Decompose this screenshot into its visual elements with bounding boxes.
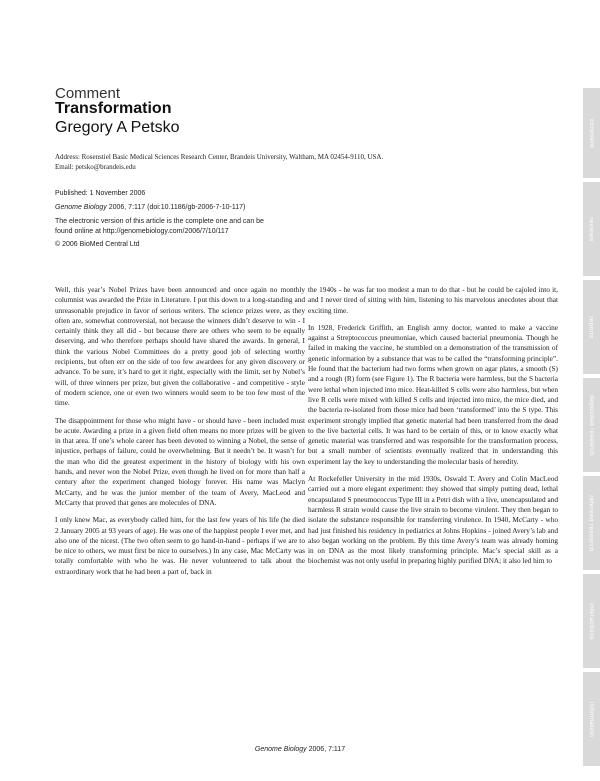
side-tab-reports[interactable] — [583, 280, 600, 374]
body-column-left — [55, 285, 305, 584]
side-tab-comment[interactable] — [583, 88, 600, 178]
page-footer — [0, 746, 600, 753]
section-label: Comment — [55, 85, 121, 102]
paragraph: Well, this year’s Nobel Prizes have been announced and once again no monthly columnist was awarded the Prize in Literature. I put this down to a long-standing and unreasonable prejudice in favor of serious writers. The science prizes were, as they often are, somewhat controversial, not because the winners didn’t deserve to win - I certainly think they all did - but because there are others who seem to be equally deserving, and who therefore perhaps should have shared the awards. In general, I think the various Nobel Committees do a pretty good job of selecting worthy recipients, but often err on the side of too few awardees for any given discovery or advance. To be sure, it’s hard to get it right, especially with the limit, set by Nobel’s will, of three winners per prize, but given the collaborative - and competitive - style of modern science, one or even two winners would seem to be too few most of the time. — [55, 285, 305, 408]
side-tab-label: interactions — [588, 602, 595, 640]
citation-journal: Genome Biology — [55, 204, 107, 211]
paragraph: I only knew Mac, as everybody called him, for the last few years of his life (he died 2 January 2005 at 93 years of age). He was one of the happiest people I ever met, and also one of the nicest. (The two often seem to go hand-in-hand - perhaps if we are to be nice to others, we must first be nice to ourselves.) In any case, Mac McCarty was totally comfortable with who he was. He never volunteered to talk about the extraordinary work that he had been a part of, back in — [55, 515, 305, 576]
side-tab-label: reviews — [588, 216, 596, 242]
paragraph: The disappointment for those who might have - or should have - been included must be acute. Awarding a prize in a given field often means no more prizes will be given in that area. If one’s whole career has been devoted to winning a Nobel, the sense of injustice, perhaps of failure, could be overwhelming. But it needn’t be. It wasn’t for the man who did the greatest experiment in the history of biology with his own hands, and never won the Nobel Prize, even though he lived on for more than half a century after the experiment changed biology forever. His name was Maclyn McCarty, and he was the junior member of the team of Avery, MacLeod and McCarty that proved that genes are molecules of DNA. — [55, 415, 305, 507]
paragraph: In 1928, Frederick Griffith, an English army doctor, wanted to make a vaccine against a Streptococcus pneumoniae, which caused bacterial pneumonia. Though he failed in making the vaccine, he stumbled on a demonstration of the transmission of genetic information by a substance that was to be called the “transforming principle”. He found that the bacterium had two forms when grown on agar plates, a smooth (S) and a rough (R) form (see Figure 1). The R bacteria were harmless, but the S bacteria were lethal when injected into mice. Heat-killed S cells were also harmless, but when live R cells were mixed with killed S cells and injected into mice, the mice died, and the bacteria re-isolated from those mice had been ‘transformed’ into the S type. This experiment strongly implied that genetic material had been transferred from the dead to the live bacterial cells. It was hard to be certain of this, or to know exactly what genetic material was transferred and was responsible for the transformation process, but a small number of scientists eventually realized that in understanding this experiment lay the key to understanding the molecular basis of heredity. — [308, 322, 558, 466]
paragraph: the 1940s - he was far too modest a man to do that - but he could be cajoled into it, and I never tired of sitting with him, listening to his marvelous anecdotes about that exciting time. — [308, 285, 558, 315]
author-address: Address: Rosenstiel Basic Medical Sciences Research Center, Brandeis University, Waltham, MA 02454-9110, USA. — [55, 153, 384, 161]
body-column-right — [308, 285, 558, 574]
footer-citation: 2006, 7:117 — [308, 746, 346, 753]
side-tab-refereed-research[interactable] — [583, 476, 600, 570]
side-tab-information[interactable] — [583, 672, 600, 766]
side-tab-label: information — [588, 701, 595, 737]
citation-details: 2006, 7:117 (doi:10.1186/gb-2006-7-10-117) — [108, 204, 246, 211]
footer-journal: Genome Biology — [254, 746, 307, 753]
side-tab-label: deposited research — [588, 394, 595, 456]
side-tab-reviews[interactable] — [583, 182, 600, 276]
electronic-version-line-1: The electronic version of this article is the complete one and can be — [55, 218, 264, 225]
author-name: Gregory A Petsko — [55, 119, 180, 136]
side-tab-label: comment — [588, 118, 595, 148]
citation — [55, 203, 245, 213]
side-tab-deposited-research[interactable] — [583, 378, 600, 472]
article-title: Transformation — [55, 100, 172, 117]
side-tab-interactions[interactable] — [583, 574, 600, 668]
published-date: Published: 1 November 2006 — [55, 190, 146, 197]
electronic-version-line-2: found online at http://genomebiology.com/2006/7/10/117 — [55, 228, 229, 235]
side-tab-label: reports — [588, 315, 595, 339]
side-tab-label: refereed research — [588, 494, 595, 552]
paragraph: At Rockefeller University in the mid 1930s, Oswald T. Avery and Colin MacLeod carried out a more elegant experiment: they showed that simply putting dead, lethal encapsulated S pneumococcus Type III in a Petri dish with a live, unencapsulated and harmless R strain would cause the live strain to become virulent. They then began to isolate the substance responsible for transferring virulence. In 1940, McCarty - who had just finished his residency in pediatrics at Johns Hopkins - joined Avery’s lab and also began working on the problem. By this time Avery’s team was already homing in on DNA as the most likely transforming principle. Mac’s special skill as a biochemist was not only useful in preparing highly purified DNA; it also led him to — [308, 474, 558, 566]
author-email: Email: petsko@brandeis.edu — [55, 163, 136, 171]
copyright: © 2006 BioMed Central Ltd — [55, 241, 140, 248]
